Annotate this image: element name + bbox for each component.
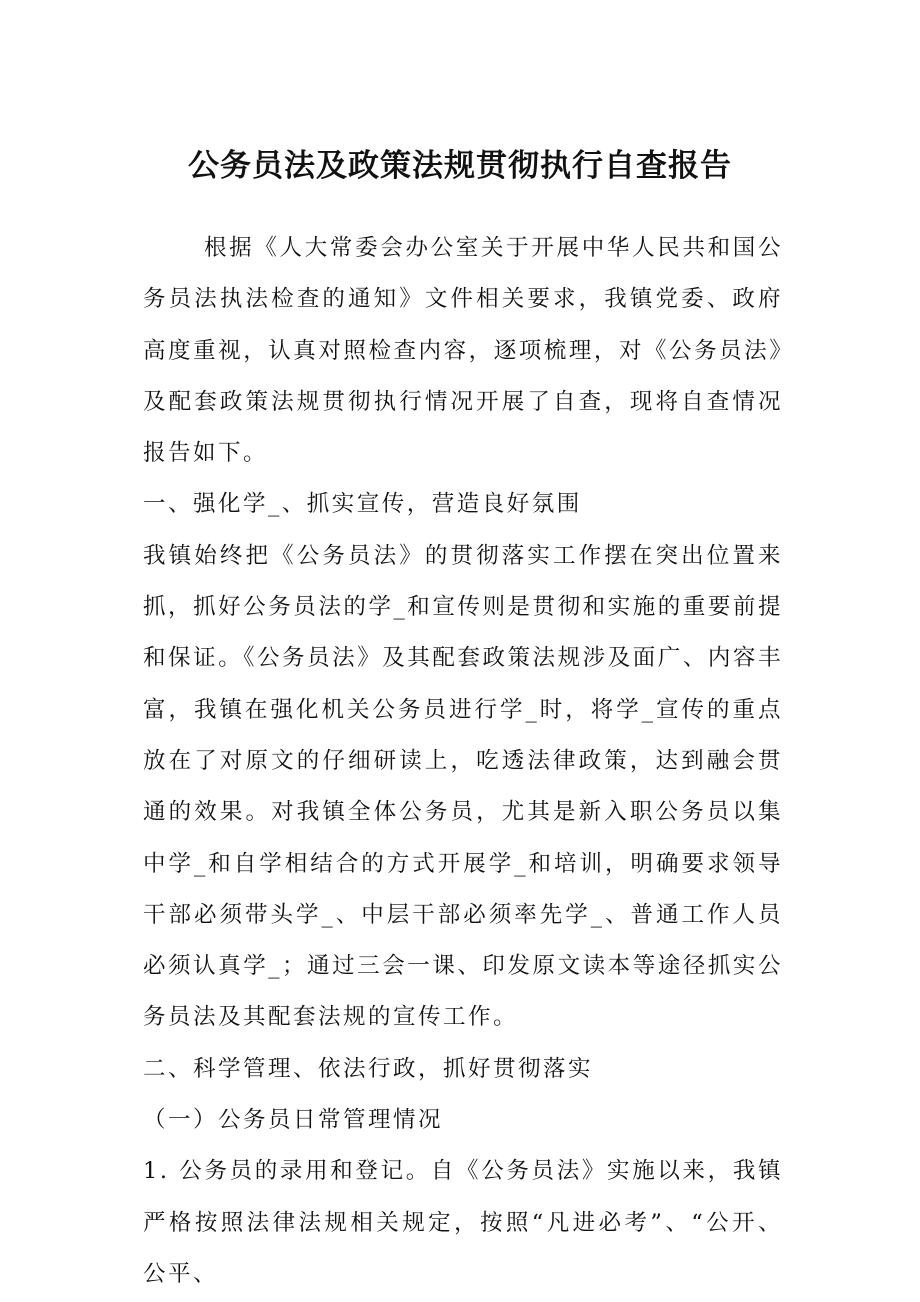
intro-paragraph: 根据《人大常委会办公室关于开展中华人民共和国公务员法执法检查的通知》文件相关要求，我镇党委、政府高度重视，认真对照检查内容，逐项梳理，对《公务员法》及配套政策法规贯彻执行情况开展了自查，现将自查情况报告如下。 xyxy=(143,235,783,467)
document-body xyxy=(143,223,783,1300)
subsection-heading-1: （一）公务员日常管理情况 xyxy=(143,1107,444,1134)
section-1-paragraph: 我镇始终把《公务员法》的贯彻落实工作摆在突出位置来抓，抓好公务员法的学_和宣传则是贯彻和实施的重要前提和保证。《公务员法》及其配套政策法规涉及面广、内容丰富，我镇在强化机关公务员进行学_时，将学_宣传的重点放在了对原文的仔细研读上，吃透法律政策，达到融会贯通的效果。对我镇全体公务员，尤其是新入职公务员以集中学_和自学相结合的方式开展学_和培训，明确要求领导干部必须带头学_、中层干部必须率先学_、普通工作人员必须认真学_；通过三会一课、印发原文读本等途径抓实公务员法及其配套法规的宣传工作。 xyxy=(143,542,783,1031)
section-heading-2: 二、科学管理、依法行政，抓好贯彻落实 xyxy=(143,1055,594,1082)
document-title: 公务员法及政策法规贯彻执行自查报告 xyxy=(188,148,732,184)
section-heading-1: 一、强化学_、抓实宣传，营造良好氛围 xyxy=(143,491,582,518)
item-1-paragraph: 1. 公务员的录用和登记。自《公务员法》实施以来，我镇严格按照法律法规相关规定，按照“凡进必考”、“公开、公平、 xyxy=(143,1158,783,1287)
